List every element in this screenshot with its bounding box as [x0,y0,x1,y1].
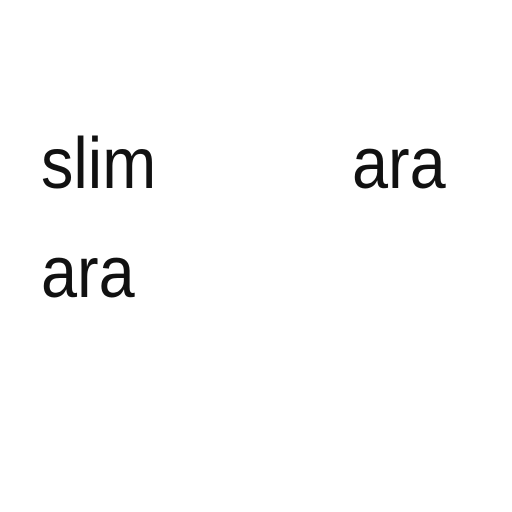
word-ara-top-right: ara [352,124,446,204]
word-ara-bottom-left: ara [41,233,135,313]
word-slim: slim [41,124,157,204]
